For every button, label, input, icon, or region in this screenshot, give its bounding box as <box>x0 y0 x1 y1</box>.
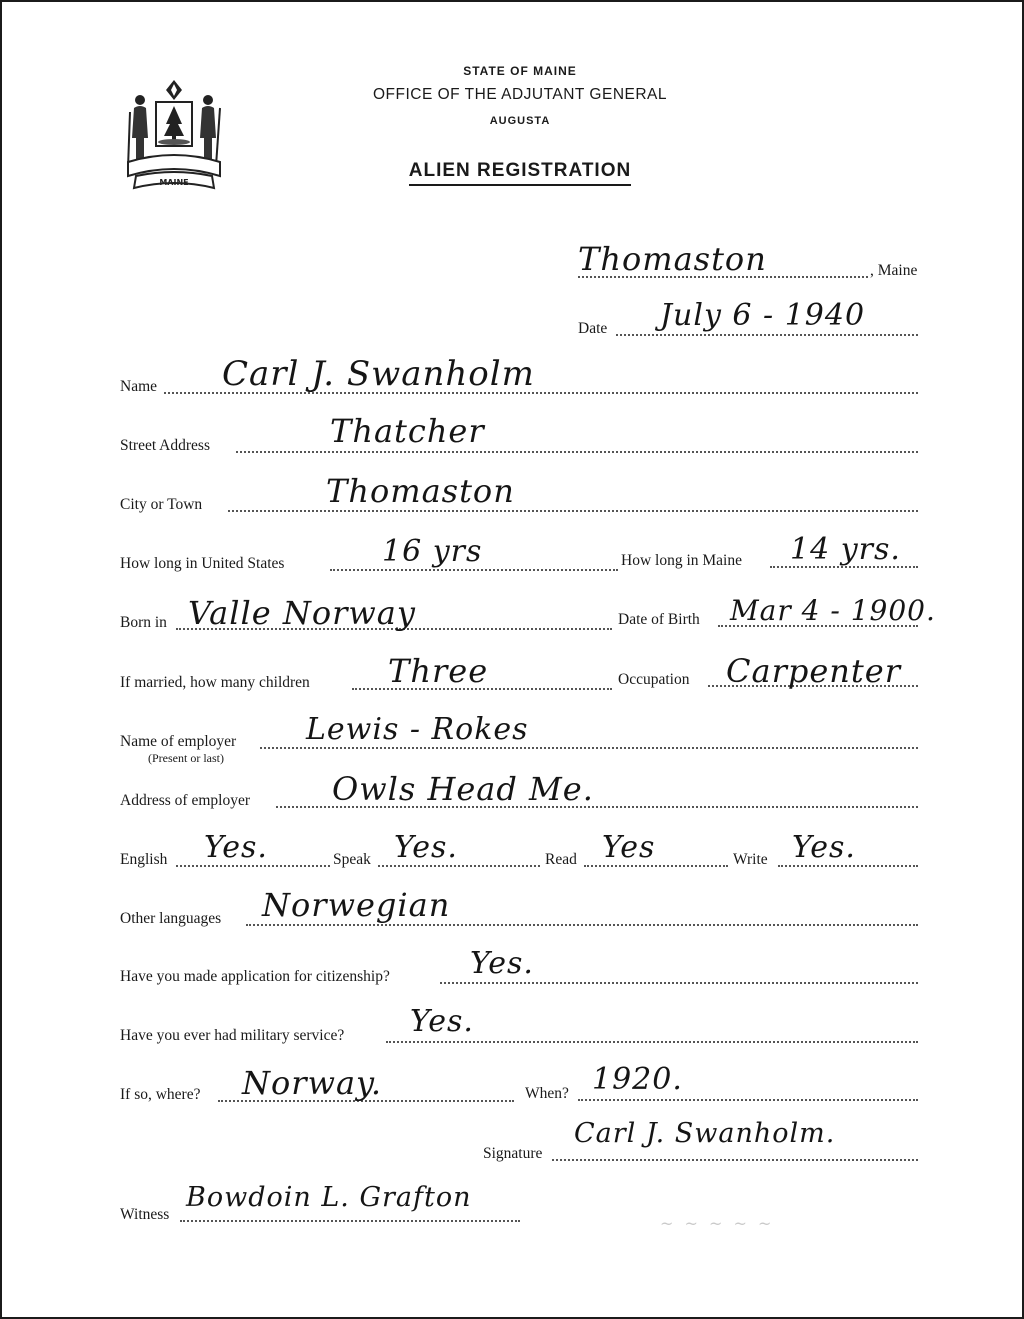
witness-line <box>180 1220 520 1222</box>
city-town-line <box>228 510 918 512</box>
state-heading: STATE OF MAINE <box>463 64 577 78</box>
born-in-label: Born in <box>120 614 167 631</box>
military-entry: Yes. <box>410 1004 474 1039</box>
city-town-label: City or Town <box>120 496 203 513</box>
date-of-birth-entry: Mar 4 - 1900. <box>730 594 936 627</box>
citizenship-label: Have you made application for citizenship? <box>120 968 390 985</box>
city-town-entry: Thomaston <box>326 472 515 510</box>
when-line <box>578 1099 918 1101</box>
street-entry: Thatcher <box>330 412 485 450</box>
where-entry: Norway. <box>242 1064 383 1102</box>
signature-line <box>552 1159 918 1161</box>
other-languages-line <box>246 924 918 926</box>
name-entry: Carl J. Swanholm <box>222 354 535 394</box>
military-label: Have you ever had military service? <box>120 1027 345 1044</box>
english-entry: Yes. <box>204 830 268 865</box>
other-languages-entry: Norwegian <box>262 886 451 924</box>
read-line <box>584 865 728 867</box>
citizenship-line <box>440 982 918 984</box>
when-label: When? <box>525 1085 569 1102</box>
signature-entry: Carl J. Swanholm. <box>574 1118 836 1149</box>
street-line <box>236 451 918 453</box>
citizenship-entry: Yes. <box>470 946 534 981</box>
form-title: ALIEN REGISTRATION <box>300 160 740 182</box>
name-label: Name <box>120 378 158 395</box>
how-long-us-entry: 16 yrs <box>382 534 483 569</box>
date-entry: July 6 - 1940 <box>660 298 866 333</box>
read-entry: Yes <box>602 830 656 865</box>
write-label: Write <box>733 851 768 868</box>
born-in-entry: Valle Norway <box>188 594 416 632</box>
witness-label: Witness <box>120 1206 170 1223</box>
town-entry: Thomaston <box>578 240 767 278</box>
city-heading: AUGUSTA <box>489 115 551 127</box>
svg-text:MAINE: MAINE <box>159 178 189 187</box>
bleed-through-mark: ~ ~ ~ ~ ~ <box>660 1214 775 1233</box>
how-long-us-label: How long in United States <box>120 555 285 572</box>
how-long-maine-label: How long in Maine <box>621 552 742 569</box>
date-line <box>616 334 918 336</box>
other-languages-label: Other languages <box>120 910 222 927</box>
when-entry: 1920. <box>592 1062 683 1097</box>
where-label: If so, where? <box>120 1086 201 1103</box>
date-of-birth-label: Date of Birth <box>618 611 700 628</box>
children-entry: Three <box>388 652 489 690</box>
occupation-entry: Carpenter <box>726 652 901 690</box>
employer-address-entry: Owls Head Me. <box>332 770 594 808</box>
speak-line <box>378 865 540 867</box>
employer-entry: Lewis - Rokes <box>306 712 529 747</box>
children-label: If married, how many children <box>120 674 310 691</box>
maine-state-seal <box>120 78 228 196</box>
speak-label: Speak <box>333 851 371 868</box>
date-label: Date <box>578 320 608 337</box>
employer-label: Name of employer <box>120 733 237 750</box>
employer-address-label: Address of employer <box>120 792 250 809</box>
write-entry: Yes. <box>792 830 856 865</box>
witness-entry: Bowdoin L. Grafton <box>186 1182 472 1213</box>
signature-label: Signature <box>483 1145 543 1162</box>
english-line <box>176 865 330 867</box>
occupation-label: Occupation <box>618 671 690 688</box>
write-line <box>778 865 918 867</box>
employer-line <box>260 747 918 749</box>
office-heading: OFFICE OF THE ADJUTANT GENERAL <box>372 86 668 103</box>
town-line <box>578 276 868 278</box>
how-long-maine-entry: 14 yrs. <box>790 532 901 567</box>
maine-label: , Maine <box>870 262 918 279</box>
military-line <box>386 1041 918 1043</box>
employer-sublabel: (Present or last) <box>148 751 224 765</box>
street-label: Street Address <box>120 437 210 454</box>
speak-entry: Yes. <box>394 830 458 865</box>
english-label: English <box>120 851 168 868</box>
read-label: Read <box>545 851 577 868</box>
how-long-us-line <box>330 569 618 571</box>
